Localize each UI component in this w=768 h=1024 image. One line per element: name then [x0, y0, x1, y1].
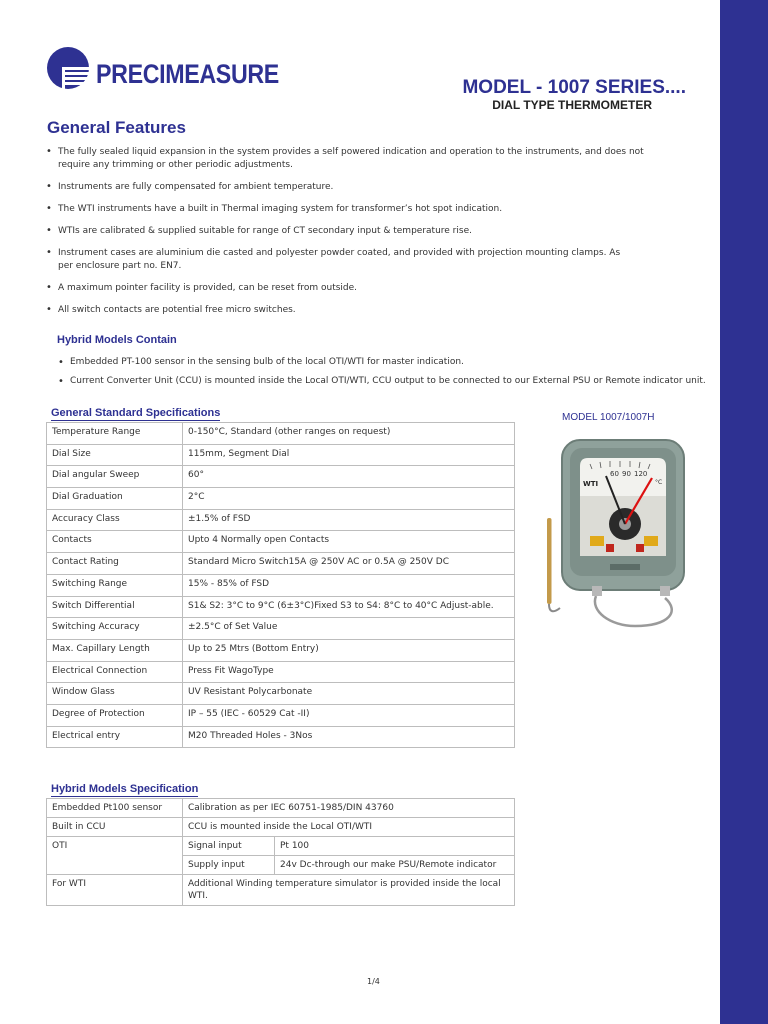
- spec-label: OTI: [47, 837, 183, 875]
- spec-label: Switch Differential: [47, 596, 183, 618]
- standard-specs-heading: General Standard Specifications: [51, 407, 221, 419]
- spec-label: Accuracy Class: [47, 509, 183, 531]
- table-row: [47, 488, 515, 510]
- dial-tick-label: 90: [622, 470, 631, 478]
- spec-label: Dial angular Sweep: [47, 466, 183, 488]
- spec-label: Dial Graduation: [47, 488, 183, 510]
- spec-value: 115mm, Segment Dial: [183, 444, 515, 466]
- spec-value: UV Resistant Polycarbonate: [183, 683, 515, 705]
- list-item: • Instruments are fully compensated for ambient temperature.: [46, 181, 646, 194]
- spec-label: Temperature Range: [47, 423, 183, 445]
- table-row: [47, 639, 515, 661]
- dial-tick-label: 60: [610, 470, 619, 478]
- list-item: • Instrument cases are aluminium die casted and polyester powder coated, and provided with projection mounting clamps. As per enclosure part no. EN7.: [46, 247, 621, 272]
- model-subtitle: DIAL TYPE THERMOMETER: [492, 98, 652, 112]
- spec-value: Upto 4 Normally open Contacts: [183, 531, 515, 553]
- table-row: [47, 466, 515, 488]
- table-row: [47, 596, 515, 618]
- list-item: • A maximum pointer facility is provided, can be reset from outside.: [46, 282, 646, 295]
- spec-label: Degree of Protection: [47, 704, 183, 726]
- spec-value: 15% - 85% of FSD: [183, 574, 515, 596]
- spec-value: 0-150°C, Standard (other ranges on request): [183, 423, 515, 445]
- table-row: [47, 661, 515, 683]
- product-image-caption: MODEL 1007/1007H: [562, 412, 655, 423]
- spec-label: Contacts: [47, 531, 183, 553]
- table-row: [47, 531, 515, 553]
- spec-label: Dial Size: [47, 444, 183, 466]
- hybrid-contain-heading: Hybrid Models Contain: [57, 334, 177, 346]
- general-features-heading: General Features: [47, 118, 186, 137]
- spec-value: 24v Dc-through our make PSU/Remote indicator: [275, 856, 515, 875]
- list-item: • Embedded PT-100 sensor in the sensing bulb of the local OTI/WTI for master indication.: [58, 356, 718, 369]
- spec-label: Window Glass: [47, 683, 183, 705]
- spec-value: Additional Winding temperature simulator is provided inside the local WTI.: [183, 875, 515, 906]
- spec-label: Switching Range: [47, 574, 183, 596]
- hybrid-specs-table: [46, 798, 515, 906]
- dial-unit-label: °C: [655, 479, 663, 486]
- brand-logo: [46, 46, 296, 90]
- table-row: [47, 444, 515, 466]
- table-row: [47, 509, 515, 531]
- table-row: [47, 818, 515, 837]
- spec-value: ±1.5% of FSD: [183, 509, 515, 531]
- spec-label: Built in CCU: [47, 818, 183, 837]
- table-row: [47, 726, 515, 748]
- spec-sublabel: Signal input: [183, 837, 275, 856]
- spec-value: CCU is mounted inside the Local OTI/WTI: [183, 818, 515, 837]
- spec-label: Max. Capillary Length: [47, 639, 183, 661]
- spec-value: IP – 55 (IEC - 60529 Cat -II): [183, 704, 515, 726]
- spec-value: Pt 100: [275, 837, 515, 856]
- side-accent-bar: [720, 0, 768, 1024]
- list-item: • The fully sealed liquid expansion in the system provides a self powered indication and operation to the instruments, and does not require any trimming or other periodic adjustments.: [46, 146, 646, 171]
- spec-value: Calibration as per IEC 60751-1985/DIN 43760: [183, 799, 515, 818]
- table-row: [47, 683, 515, 705]
- table-row: [47, 553, 515, 575]
- table-row: [47, 875, 515, 906]
- list-item: • Current Converter Unit (CCU) is mounted inside the Local OTI/WTI, CCU output to be connected to our External PSU or Remote indicator unit.: [58, 375, 718, 388]
- spec-label: Electrical Connection: [47, 661, 183, 683]
- spec-value: M20 Threaded Holes - 3Nos: [183, 726, 515, 748]
- spec-label: Contact Rating: [47, 553, 183, 575]
- spec-value: S1& S2: 3°C to 9°C (6±3°C)Fixed S3 to S4: 8°C to 40°C Adjust-able.: [183, 596, 515, 618]
- spec-value: ±2.5°C of Set Value: [183, 618, 515, 640]
- spec-sublabel: Supply input: [183, 856, 275, 875]
- table-row: [47, 618, 515, 640]
- logo-icon: [46, 46, 90, 90]
- dial-tick-label: 120: [634, 470, 648, 478]
- standard-specs-table: [46, 422, 515, 748]
- spec-value: Press Fit WagoType: [183, 661, 515, 683]
- spec-label: Embedded Pt100 sensor: [47, 799, 183, 818]
- page-number: 1/4: [367, 977, 380, 986]
- spec-label: Switching Accuracy: [47, 618, 183, 640]
- table-row: [47, 799, 515, 818]
- table-row: [47, 423, 515, 445]
- spec-value: Standard Micro Switch15A @ 250V AC or 0.5A @ 250V DC: [183, 553, 515, 575]
- hybrid-specs-heading: Hybrid Models Specification: [51, 783, 199, 795]
- spec-label: Electrical entry: [47, 726, 183, 748]
- thermometer-product-image: [540, 436, 700, 636]
- spec-value: Up to 25 Mtrs (Bottom Entry): [183, 639, 515, 661]
- list-item: • The WTI instruments have a built in Thermal imaging system for transformer’s hot spot indication.: [46, 203, 646, 216]
- table-row: [47, 574, 515, 596]
- dial-type-label: WTI: [583, 480, 599, 488]
- list-item: • All switch contacts are potential free micro switches.: [46, 304, 646, 317]
- spec-value: 60°: [183, 466, 515, 488]
- table-row: [47, 704, 515, 726]
- model-title: MODEL - 1007 SERIES....: [462, 77, 686, 98]
- spec-label: For WTI: [47, 875, 183, 906]
- list-item: • WTIs are calibrated & supplied suitable for range of CT secondary input & temperature rise.: [46, 225, 646, 238]
- table-row: [47, 837, 515, 856]
- spec-value: 2°C: [183, 488, 515, 510]
- brand-name: PRECIMEASURE: [96, 59, 279, 89]
